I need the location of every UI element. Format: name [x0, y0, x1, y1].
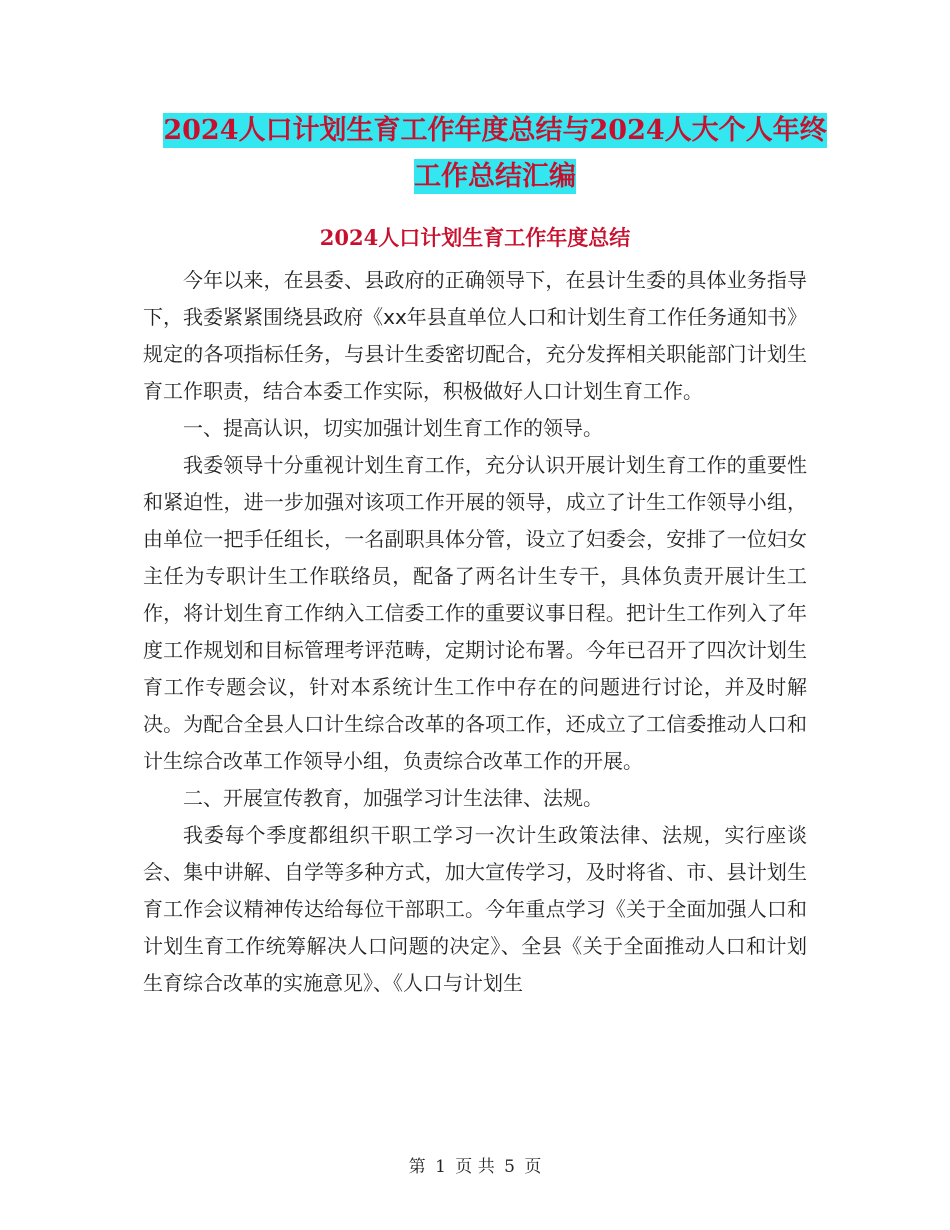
- main-title-line2: 工作总结汇编: [414, 161, 576, 192]
- footer-total-pages: 5: [504, 1157, 515, 1177]
- paragraph-section-2: 我委每个季度都组织干职工学习一次计生政策法律、法规，实行座谈会、集中讲解、自学等多种方式，加大宣传学习，及时将省、市、县计划生育工作会议精神传达给每位干部职工。今年重点学习《关于全面加强人口和计划生育工作统筹解决人口问题的决定》、全县《关于全面推动人口和计划生育综合改革的实施意见》、《人口与计划生: [143, 823, 807, 995]
- footer-current-page: 1: [435, 1157, 446, 1177]
- paragraph-section-1: 我委领导十分重视计划生育工作，充分认识开展计划生育工作的重要性和紧迫性，进一步加强对该项工作开展的领导，成立了计生工作领导小组，由单位一把手任组长，一名副职具体分管，设立了妇委会，安排了一位妇女主任为专职计生工作联络员，配备了两名计生专干，具体负责开展计生工作，将计划生育工作纳入工信委工作的重要议事日程。把计生工作列入了年度工作规划和目标管理考评范畴，定期讨论布署。今年已召开了四次计划生育工作专题会议，针对本系统计生工作中存在的问题进行讨论，并及时解决。为配合全县人口计生综合改革的各项工作，还成立了工信委推动人口和计生综合改革工作领导小组，负责综合改革工作的开展。: [143, 453, 807, 773]
- main-title: [140, 108, 850, 200]
- heading-section-2: 二、开展宣传教育，加强学习计生法律、法规。: [183, 786, 603, 810]
- paragraph-intro: 今年以来，在县委、县政府的正确领导下，在县计生委的具体业务指导下，我委紧紧围绕县政府《xx年县直单位人口和计划生育工作任务通知书》规定的各项指标任务，与县计生委密切配合，充分发挥相关职能部门计划生育工作职责，结合本委工作实际，积极做好人口计划生育工作。: [143, 268, 807, 403]
- heading-section-1: 一、提高认识，切实加强计划生育工作的领导。: [183, 416, 603, 440]
- footer-suffix: 页: [524, 1157, 542, 1177]
- footer-prefix: 第: [408, 1157, 426, 1177]
- footer-mid: 页 共: [455, 1157, 495, 1177]
- document-body: [143, 262, 807, 1002]
- page-footer: [0, 1152, 950, 1177]
- main-title-line1: 2024人口计划生育工作年度总结与2024人大个人年终: [163, 115, 827, 146]
- section-title: 2024人口计划生育工作年度总结: [319, 225, 631, 250]
